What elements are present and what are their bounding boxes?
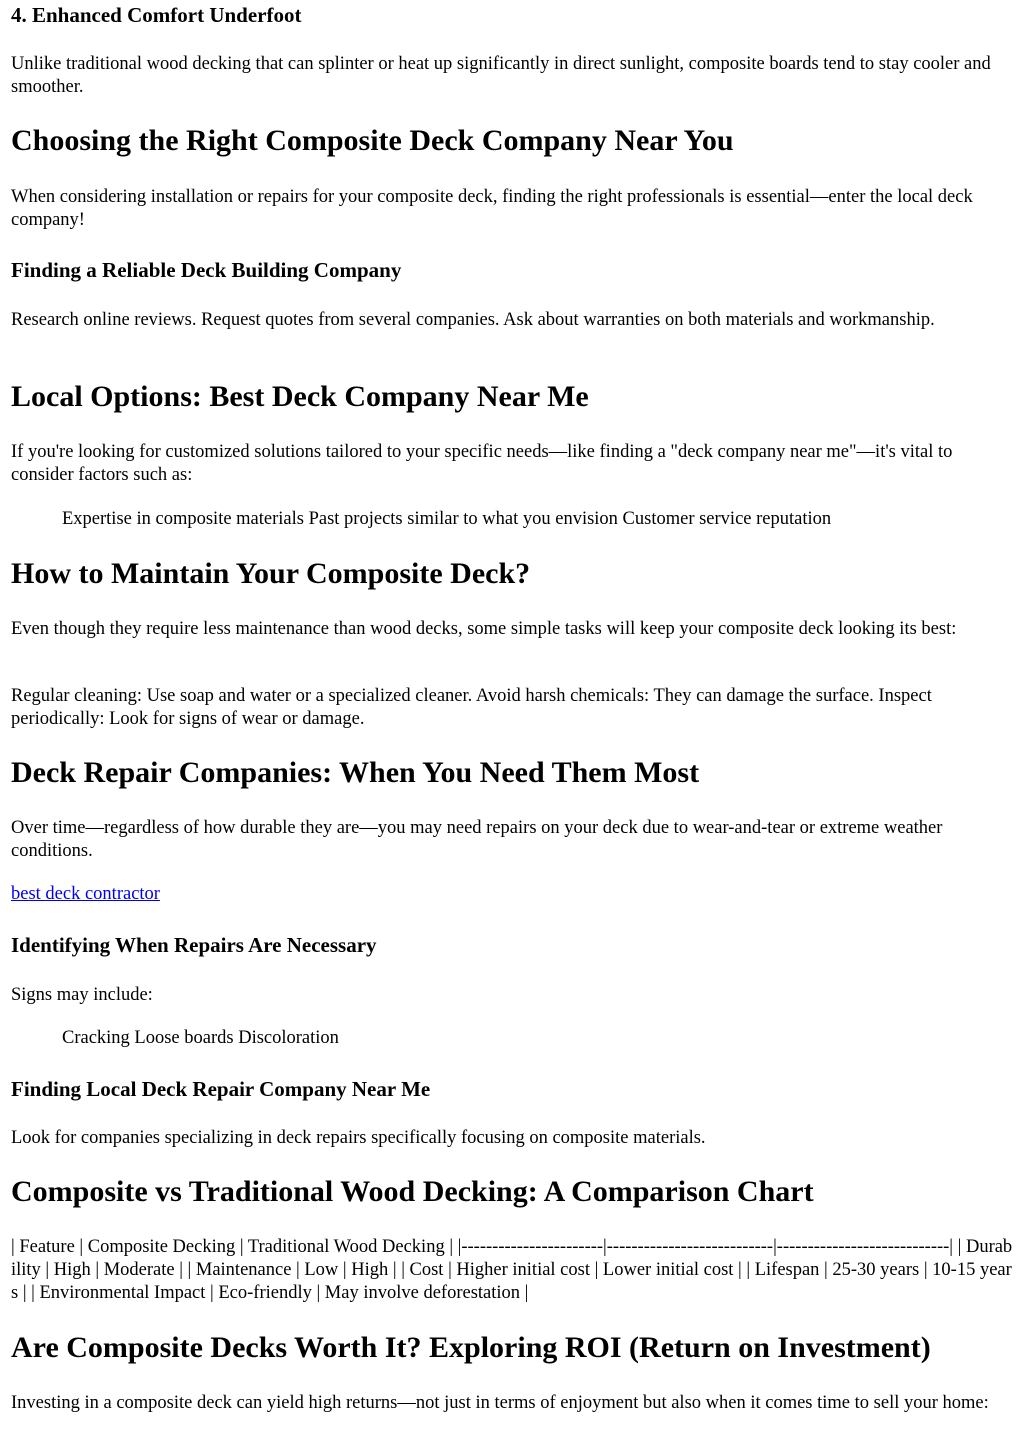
- paragraph-local-repair: Look for companies specializing in deck repairs specifically focusing on composite materials.: [11, 1128, 706, 1148]
- paragraph-maintenance-tasks: Regular cleaning: Use soap and water or a specialized cleaner. Avoid harsh chemicals: They can damage the surface. Inspect periodically: Look for signs of wear or damage.: [11, 686, 932, 729]
- paragraph-reliable: Research online reviews. Request quotes from several companies. Ask about warranties on both materials and workmanship.: [11, 310, 935, 330]
- paragraph-local: If you're looking for customized solutions tailored to your specific needs—like finding a "deck company near me"—it's vital to consider factors such as:: [11, 442, 953, 485]
- blockquote-signs: Cracking Loose boards Discoloration: [62, 1028, 339, 1048]
- paragraph-roi: Investing in a composite deck can yield high returns—not just in terms of enjoyment but also when it comes time to sell your home:: [11, 1393, 989, 1413]
- paragraph-maintain: Even though they require less maintenance than wood decks, some simple tasks will keep your composite deck looking its best:: [11, 619, 957, 639]
- heading-choosing-company: Choosing the Right Composite Deck Company Near You: [11, 124, 734, 157]
- heading-local-repair: Finding Local Deck Repair Company Near Me: [11, 1077, 431, 1101]
- link-paragraph: [11, 883, 1017, 906]
- paragraph-choosing: When considering installation or repairs for your composite deck, finding the right professionals is essential—enter the local deck company!: [11, 187, 973, 230]
- best-deck-contractor-link[interactable]: best deck contractor: [11, 884, 160, 904]
- heading-maintain: How to Maintain Your Composite Deck?: [11, 557, 531, 590]
- paragraph-comfort: Unlike traditional wood decking that can splinter or heat up significantly in direct sunlight, composite boards tend to stay cooler and smoother.: [11, 54, 991, 97]
- heading-enhanced-comfort: 4. Enhanced Comfort Underfoot: [11, 3, 302, 27]
- heading-comparison-chart: Composite vs Traditional Wood Decking: A Comparison Chart: [11, 1175, 814, 1208]
- paragraph-signs: Signs may include:: [11, 985, 153, 1005]
- paragraph-comparison-table: | Feature | Composite Decking | Traditional Wood Decking | |-----------------------|---------------------------|----------------------------| | Durability | High | Moderate | | Maintenance | Low | High | | Cost | Higher initial cost | Lower initial cost | | Lifespan | 25-30 years | 10-15 years | | Environmental Impact | Eco-friendly | May involve deforestation |: [11, 1237, 1013, 1303]
- heading-repair-companies: Deck Repair Companies: When You Need Them Most: [11, 756, 700, 789]
- blockquote-factors: Expertise in composite materials Past projects similar to what you envision Customer service reputation: [62, 509, 832, 529]
- heading-identify-repairs: Identifying When Repairs Are Necessary: [11, 933, 377, 957]
- heading-roi: Are Composite Decks Worth It? Exploring ROI (Return on Investment): [11, 1331, 931, 1364]
- paragraph-repair: Over time—regardless of how durable they are—you may need repairs on your deck due to wear-and-tear or extreme weather conditions.: [11, 818, 943, 861]
- heading-local-options: Local Options: Best Deck Company Near Me: [11, 380, 589, 413]
- heading-reliable-company: Finding a Reliable Deck Building Company: [11, 258, 402, 282]
